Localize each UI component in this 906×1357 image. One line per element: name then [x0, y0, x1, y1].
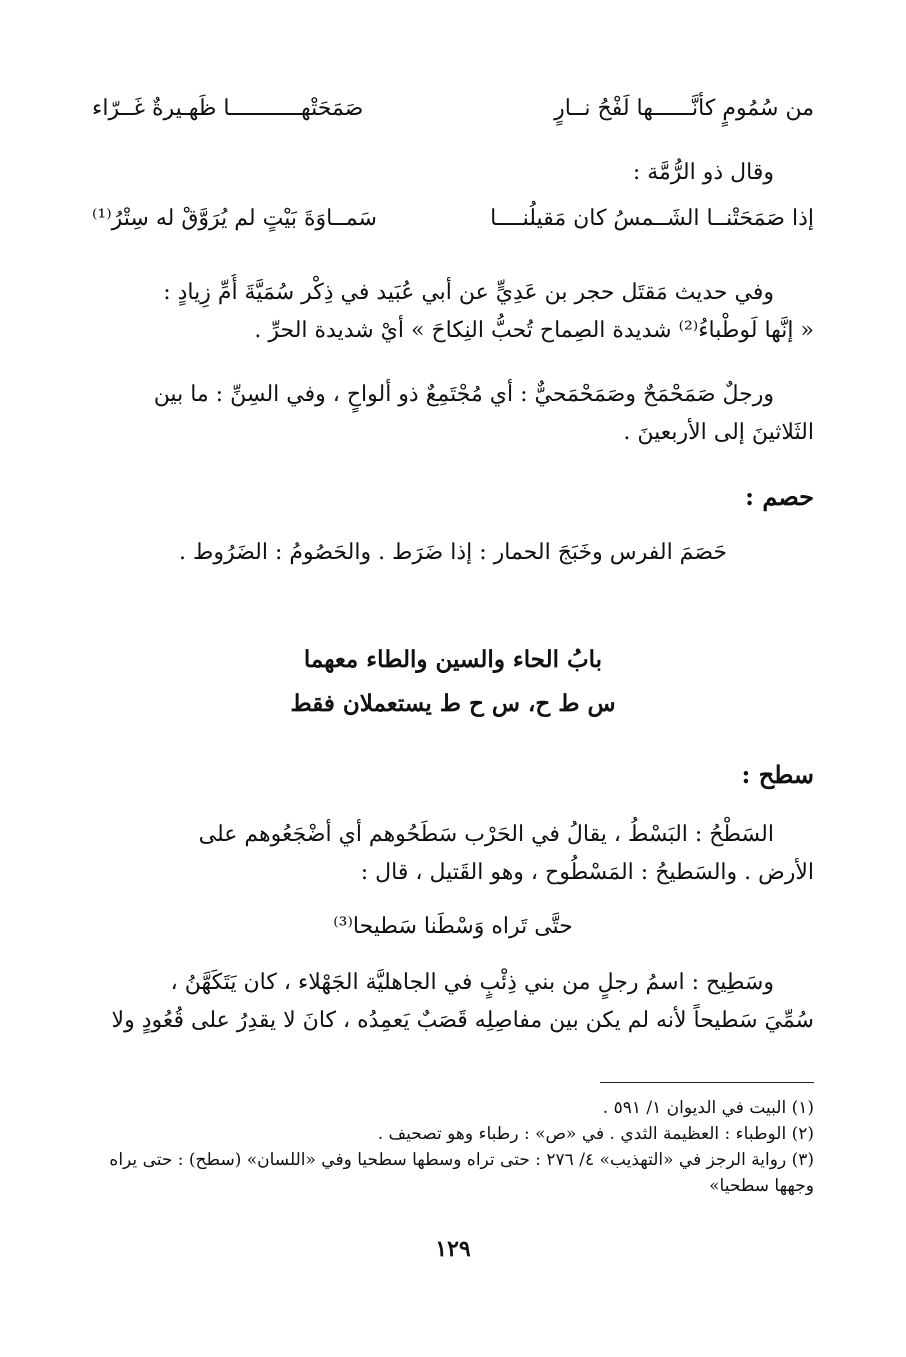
footnote: (١) البيت في الديوان ١/ ٥٩١ . — [602, 1098, 814, 1118]
poetry-verse — [92, 206, 814, 264]
footnote-separator — [600, 1082, 814, 1083]
intro-line: وقال ذو الرُّمَّة : — [632, 160, 774, 185]
page-number: ١٢٩ — [435, 1236, 471, 1262]
entry-heading: حصم : — [745, 482, 814, 511]
footnote: (٣) رواية الرجز في «التهذيب» ٤/ ٢٧٦ : حتى تراه وسطها سطحيا وفي «اللسان» (سطح) : حتى يراه — [109, 1150, 814, 1170]
paragraph-line: سُمِّيَ سَطيحاً لأنه لم يكن بين مفاصِلِه قَصَبٌ يَعمِدُه ، كانَ لا يقدِرُ على قُعُودٍ ولا — [111, 1008, 814, 1033]
verse-first-half: من سُمُومٍ كأنَّــــــها لَفْحُ نــارٍ — [554, 96, 814, 121]
paragraph-line: « إنَّها لَوطْباءُ⁽²⁾ شديدة الصِماح تُحبُّ النِكاحَ » أيْ شديدة الحرِّ . — [254, 318, 814, 343]
verse-second-half: صَمَحَتْهـــــــــــا ظَهـيرةٌ غَــرّاء — [92, 96, 364, 121]
paragraph-line: ورجلٌ صَمَحْمَحٌ وصَمَحْمَحيٌّ : أي مُجْتَمِعٌ ذو ألواحٍ ، وفي السِنِّ : ما بين — [153, 382, 774, 407]
paragraph-line: الثَلاثينَ إلى الأربعينَ . — [623, 420, 814, 445]
footnote: وجهها سطحيا» — [709, 1176, 814, 1196]
paragraph-line: الأرض . والسَطيحُ : المَسْطُوح ، وهو القَتيل ، قال : — [360, 860, 814, 885]
paragraph-hujr — [92, 274, 814, 350]
paragraph-hasam: حَصَمَ الفرس وخَبَجَ الحمار : إذا ضَرَط . والحَصُومُ : الضَرُوط . — [178, 540, 727, 565]
paragraph-satah — [92, 816, 814, 892]
footnote: (٢) الوطباء : العظيمة الثدي . في «ص» : رطباء وهو تصحيف . — [377, 1124, 814, 1144]
paragraph-line: وسَطِيح : اسمُ رجلٍ من بني ذِئْبٍ في الجاهليَّة الجَهْلاء ، كان يَتَكَهَّنُ ، — [170, 970, 774, 995]
paragraph-satih — [92, 964, 814, 1040]
chapter-heading — [92, 638, 814, 726]
chapter-title: بابُ الحاء والسين والطاء معهما — [303, 646, 603, 673]
chapter-subtitle: س ط ح، س ح ط يستعملان فقط — [290, 690, 616, 717]
poetry-verse: حتَّى تَراه وَسْطَنا سَطيحا⁽³⁾ — [333, 914, 573, 939]
entry-heading: سطح : — [741, 760, 814, 789]
verse-first-half: إذا صَمَحَتْنــا الشَــمسُ كان مَقيلُنــــا — [490, 206, 814, 231]
verse-second-half: سَمــاوَةَ بَيْتٍ لم يُرَوَّقْ له سِتْرُ⁽¹⁾ — [92, 206, 377, 231]
paragraph-samahmah — [92, 376, 814, 452]
poetry-verse — [92, 96, 814, 154]
paragraph-line: وفي حديث مَقتَل حجر بن عَدِيٍّ عن أبي عُبَيد في ذِكْر سُمَيَّةَ أُمِّ زِيادٍ : — [163, 280, 774, 305]
footnotes — [92, 1095, 814, 1199]
paragraph-line: السَطْحُ : البَسْطُ ، يقالُ في الحَرْب سَطَحُوهم أي أضْجَعُوهم على — [198, 822, 774, 847]
